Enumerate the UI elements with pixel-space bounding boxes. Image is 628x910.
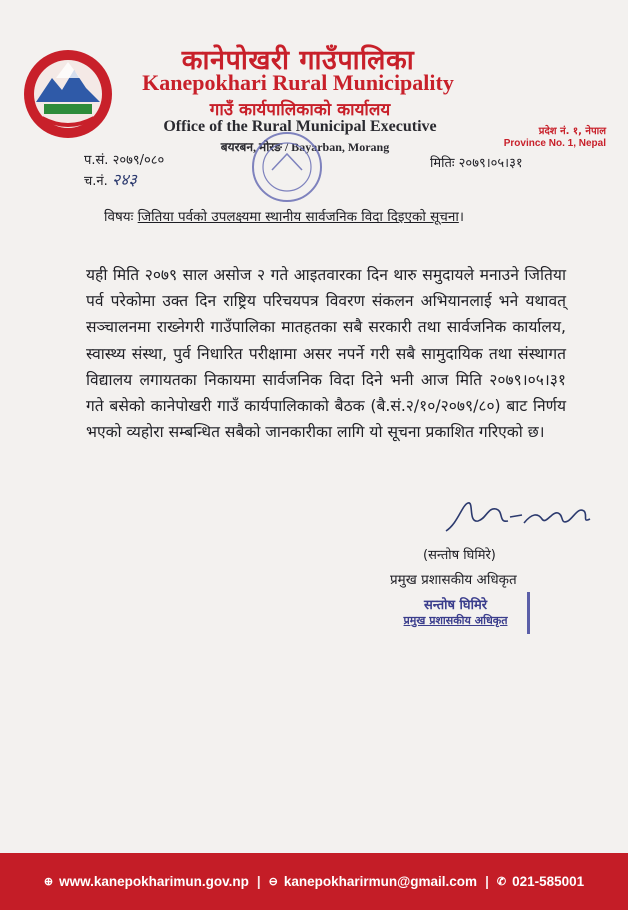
province-en: Province No. 1, Nepal [503, 138, 606, 149]
footer-contact-bar [0, 853, 628, 910]
office-title-en: Office of the Rural Municipal Executive [163, 118, 437, 135]
office-stamp-icon [250, 130, 324, 204]
footer-email-text: kanepokharirmun@gmail.com [283, 874, 478, 889]
municipality-emblem-icon [22, 48, 114, 140]
reference-cn-value: २४३ [111, 170, 137, 189]
subject-text: जितिया पर्वको उपलक्ष्यमा स्थानीय सार्वजनिक विदा दिइएको सूचना [137, 209, 459, 225]
footer-website[interactable] [44, 874, 249, 889]
officer-stamp [384, 592, 530, 634]
email-icon: ⊖ [268, 876, 278, 888]
signer-name: (सन्तोष घिमिरे) [423, 548, 496, 563]
handwritten-signature-icon [438, 493, 598, 537]
footer-divider: | [256, 874, 261, 889]
footer-phone[interactable] [497, 874, 584, 889]
notice-subject [104, 207, 564, 225]
signer-title: प्रमुख प्रशासकीय अधिकृत [390, 572, 517, 588]
phone-icon: ✆ [496, 876, 507, 888]
footer-phone-text: 021-585001 [512, 874, 585, 889]
footer-website-text: www.kanepokharimun.gov.np [59, 874, 249, 889]
notice-body: यही मिति २०७९ साल असोज २ गते आइतवारका दिन थारु समुदायले मनाउने जितिया पर्व परेकोमा उक्त दिन राष्ट्रिय परिचयपत्र विवरण संकलन अभियानलाई भने यथावत् सञ्चालनमा राख्नेगरी गाउँपालिका मातहतका सबै सरकारी तथा सार्वजनिक कार्यालय, स्वास्थ्य संस्था, पुर्व निधारित परीक्षामा असर नपर्ने गरी सबै सामुदायिक तथा संस्थागत विद्यालय लगायतका निकायमा सार्वजनिक विदा दिने भनी आज मिति २०७९।०५।३१ गते बसेको कानेपोखरी गाउँ कार्यपालिकाको बैठक (बै.सं.२/१०/२०७९/८०) बाट निर्णय भएको व्यहोरा सम्बन्धित सबैको जानकारीका लागि यो सूचना प्रकाशित गरिएको छ। [86, 266, 566, 442]
municipality-title-np: कानेपोखरी गाउँपालिका [181, 45, 415, 76]
reference-cn [84, 168, 137, 190]
office-title-np: गाउँ कार्यपालिकाको कार्यालय [209, 100, 391, 120]
officer-stamp-name: सन्तोष घिमिरे [423, 598, 488, 613]
notice-date: मितिः २०७९।०५।३१ [430, 156, 523, 171]
footer-divider: | [485, 874, 489, 889]
globe-icon: ⊕ [43, 876, 54, 888]
subject-end: । [458, 209, 464, 225]
officer-stamp-title: प्रमुख प्रशासकीय अधिकृत [403, 614, 508, 627]
municipality-title-en: Kanepokhari Rural Municipality [142, 70, 454, 95]
subject-label: विषयः [104, 209, 134, 225]
reference-ps: प.सं. २०७९/०८० [84, 153, 165, 168]
office-address: बयरबन, मोरङ / Bayarban, Morang [220, 140, 390, 154]
province-np: प्रदेश नं. १, नेपाल [538, 126, 606, 137]
reference-cn-label: च.नं. [84, 174, 108, 189]
footer-email[interactable] [269, 874, 477, 889]
